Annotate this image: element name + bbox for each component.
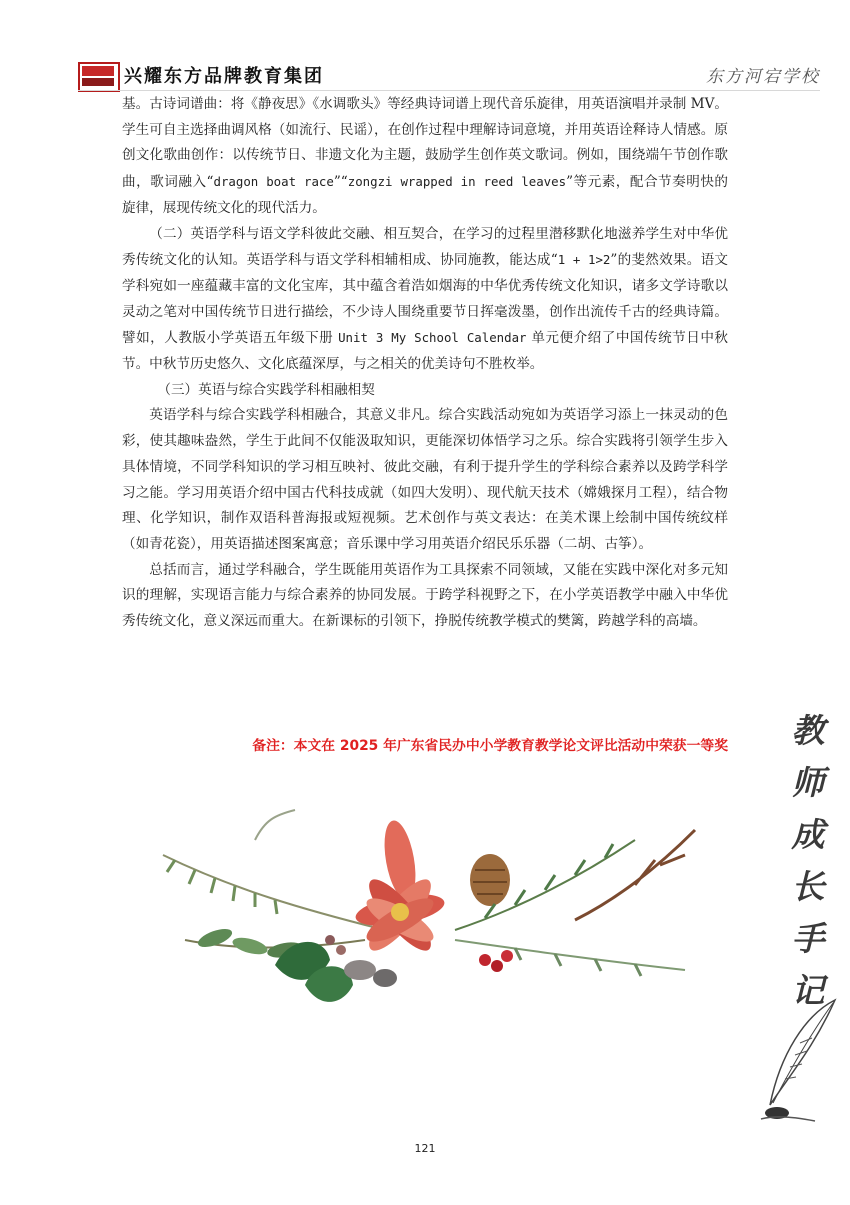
paragraph-text: ”等元素，配合节奏明快的旋律，展现传统文化的现代活力。 — [122, 174, 729, 216]
side-title-teacher-growth-notes — [785, 705, 831, 1017]
english-phrase: zongzi wrapped in reed leaves — [347, 174, 567, 190]
group-logo — [78, 62, 120, 92]
unit-title: Unit 3 My School Calendar — [338, 330, 527, 346]
page-number: 121 — [414, 1142, 436, 1155]
paragraph-chinese-subject — [122, 222, 728, 378]
floral-wreath-illustration — [155, 800, 715, 1020]
article-body — [122, 92, 728, 635]
paragraph-text: （二）英语学科与语文学科彼此交融、相互契合，在学习的过程里潜移默化地滋养学生对中华优秀传统文化的认知。英语学科与语文学科相辅相成、协同施教，能达成“ — [122, 225, 728, 269]
school-name: 东方河宕学校 — [706, 67, 820, 87]
formula-text: 1 + 1>2 — [557, 252, 611, 268]
section-heading-3: （三）英语与综合实践学科相融相契 — [157, 381, 375, 398]
paragraph-text: ”的斐然效果。语文学科宛如一座蕴藏丰富的文化宝库，其中蕴含着浩如烟海的中华优秀传统文化知识，诸多文学诗歌以灵动之笔对中国传统节日进行描绘，不少诗人围绕重要节日挥毫泼墨，创作出流传千古的经典诗篇。譬如，人教版小学英语五年级下册 — [122, 252, 729, 347]
group-name: 兴耀东方品牌教育集团 — [124, 66, 324, 87]
page-header — [0, 0, 850, 96]
paragraph-text: 单元便介绍了中国传统节日中秋节。中秋节历史悠久、文化底蕴深厚，与之相关的优美诗句不胜枚举。 — [122, 330, 728, 373]
paragraph-music — [122, 92, 728, 222]
pine-cone — [470, 854, 510, 906]
logo-top-band — [82, 66, 114, 76]
poinsettia-flower — [353, 818, 446, 958]
english-phrase: dragon boat race — [213, 174, 334, 190]
side-title-char: 记 — [791, 971, 825, 1010]
side-title-char: 师 — [791, 763, 825, 802]
award-remark: 备注：本文在 2025 年广东省民办中小学教育教学论文评比活动中荣获一等奖 — [252, 738, 728, 754]
paragraph-text: 基。古诗词谱曲：将《静夜思》《水调歌头》等经典诗词谱上现代音乐旋律，用英语演唱并录制 MV。学生可自主选择曲调风格（如流行、民谣），在创作过程中理解诗词意境，并用英语诠释诗人情感。原创文化歌曲创作：以传统节日、非遗文化为主题，鼓励学生创作英文歌词。例如，围绕端午节创作歌曲，歌词融入“ — [122, 96, 728, 191]
side-title-char: 成 — [791, 815, 825, 854]
header-divider — [78, 90, 820, 91]
paragraph-practice: 英语学科与综合实践学科相融合，其意义非凡。综合实践活动宛如为英语学习添上一抹灵动的色彩，使其趣味盎然，学生于此间不仅能汲取知识，更能深切体悟学习之乐。综合实践将引领学生步入具体情境，不同学科知识的学习相互映衬、彼此交融，有利于提升学生的学科综合素养以及跨学科学习之能。学习用英语介绍中国古代科技成就（如四大发明）、现代航天技术（嫦娥探月工程），结合物理、化学知识，制作双语科普海报或短视频。艺术创作与英文表达：在美术课上绘制中国传统纹样（如青花瓷），用英语描述图案寓意；音乐课中学习用英语介绍民乐乐器（二胡、古筝）。 — [122, 407, 728, 552]
side-title-char: 手 — [791, 919, 825, 958]
side-title-char: 长 — [791, 867, 825, 906]
logo-bottom-band — [82, 78, 114, 86]
side-title-char: 教 — [791, 711, 825, 750]
quill-pen-icon — [755, 995, 845, 1125]
paragraph-summary: 总括而言，通过学科融合，学生既能用英语作为工具探索不同领域，又能在实践中深化对多元知识的理解，实现语言能力与综合素养的协同发展。于跨学科视野之下，在小学英语教学中融入中华优秀传统文化，意义深远而重大。在新课标的引领下，挣脱传统教学模式的樊篱，跨越学科的高墙。 — [122, 561, 728, 630]
quote-marks: ”“ — [333, 174, 348, 191]
